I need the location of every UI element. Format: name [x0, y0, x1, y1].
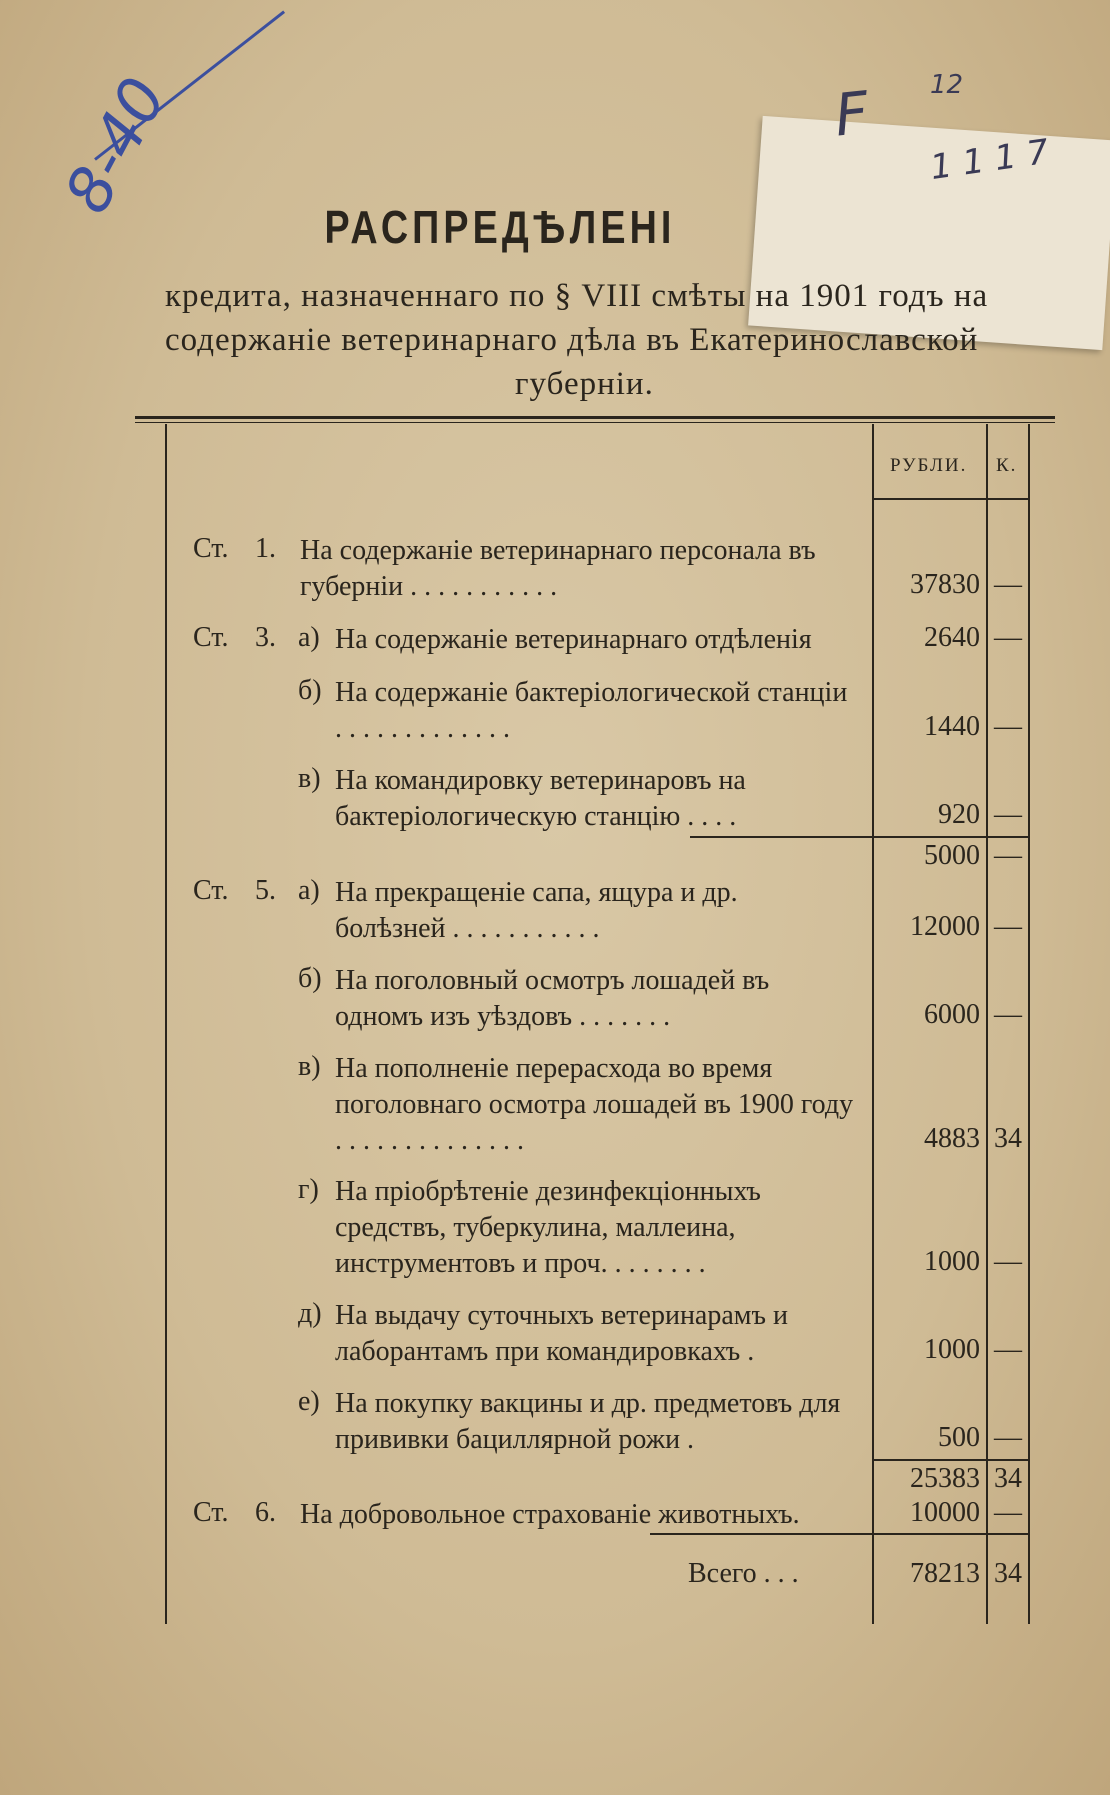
row-2-st: Ст.	[193, 622, 229, 653]
total-rub: 78213	[910, 1558, 980, 1589]
row-9-rub: 1000	[924, 1246, 980, 1277]
header-underline	[872, 498, 1028, 500]
row-7-kop: —	[994, 999, 1022, 1030]
row-10-rub: 1000	[924, 1334, 980, 1365]
table-left-border	[165, 424, 167, 1624]
subtitle-line-3: губерніи.	[515, 366, 654, 402]
row-3-kop: —	[994, 711, 1022, 742]
row-11-kop: —	[994, 1422, 1022, 1453]
row-4-rub: 920	[938, 799, 980, 830]
row-4-kop: —	[994, 799, 1022, 830]
row-1-number: 1.	[255, 533, 276, 564]
row-6-number: 5.	[255, 875, 276, 906]
row-1-text: На содержаніе ветеринарнаго персонала въ губерніи . . . . . . . . . . .	[300, 535, 816, 602]
total-kop: 34	[994, 1558, 1022, 1589]
row-13-rub: 10000	[910, 1497, 980, 1528]
total-rule	[650, 1533, 1028, 1535]
subtotal-2-rule	[872, 1459, 1028, 1461]
row-4-sub: в)	[298, 763, 321, 794]
row-10-sub: д)	[298, 1298, 322, 1329]
row-2-kop: —	[994, 622, 1022, 653]
header-rule-thick	[135, 416, 1055, 419]
row-2-rub: 2640	[924, 622, 980, 653]
row-2-number: 3.	[255, 622, 276, 653]
row-6-sub: а)	[298, 875, 320, 906]
total-label: Всего . . .	[688, 1558, 799, 1589]
row-6-kop: —	[994, 911, 1022, 942]
subtitle-line-1: кредита, назначеннаго по § VIII смѣты на 1901 годъ на	[165, 278, 989, 314]
handwritten-note-left: 8-40	[50, 65, 181, 225]
handwritten-note-right-small: 12	[930, 70, 964, 100]
subtotal-2-kop: 34	[994, 1463, 1022, 1494]
row-8-text: На пополненіе перерасхода во время поголовнаго осмотра лошадей въ 1900 году . . . . . . . . . . . . . .	[335, 1053, 854, 1156]
row-3-text: На содержаніе бактеріологической станціи . . . . . . . . . . . . .	[335, 677, 848, 744]
row-2-sub: а)	[298, 622, 320, 653]
column-header-kop: К.	[996, 455, 1018, 476]
row-7-sub: б)	[298, 963, 322, 994]
row-9-sub: г)	[298, 1174, 319, 1205]
row-11-rub: 500	[938, 1422, 980, 1453]
row-9-text: На пріобрѣтеніе дезинфекціонныхъ средствъ, туберкулина, маллеина, инструментовъ и проч. . . . . . . .	[335, 1176, 761, 1279]
subtotal-2-rub: 25383	[910, 1463, 980, 1494]
handwritten-note-right: F	[831, 78, 872, 150]
row-11-sub: е)	[298, 1386, 320, 1417]
subtotal-1-rule	[690, 836, 1028, 838]
row-10-text: На выдачу суточныхъ ветеринарамъ и лаборантамъ при командировкахъ .	[335, 1300, 788, 1367]
subtotal-1-rub: 5000	[924, 840, 980, 871]
row-1-rub: 37830	[910, 569, 980, 600]
row-13-number: 6.	[255, 1497, 276, 1528]
row-9-kop: —	[994, 1246, 1022, 1277]
row-8-rub: 4883	[924, 1123, 980, 1154]
row-13-kop: —	[994, 1497, 1022, 1528]
subtotal-1-kop: —	[994, 840, 1022, 871]
row-6-rub: 12000	[910, 911, 980, 942]
row-13-st: Ст.	[193, 1497, 229, 1528]
table-right-border	[1028, 424, 1030, 1624]
header-rule-thin	[135, 422, 1055, 423]
row-3-rub: 1440	[924, 711, 980, 742]
handwritten-note-right-bottom: 1 1 1 7	[927, 131, 1052, 189]
row-1-kop: —	[994, 569, 1022, 600]
row-2-text: На содержаніе ветеринарнаго отдѣленія	[335, 624, 812, 655]
row-6-text: На прекращеніе сапа, ящура и др. болѣзней . . . . . . . . . . .	[335, 877, 738, 944]
row-8-kop: 34	[994, 1123, 1022, 1154]
row-8-sub: в)	[298, 1051, 321, 1082]
subtitle-line-2: содержаніе ветеринарнаго дѣла въ Екатеринославской	[165, 322, 979, 358]
row-6-st: Ст.	[193, 875, 229, 906]
row-11-text: На покупку вакцины и др. предметовъ для прививки бациллярной рожи .	[335, 1388, 841, 1455]
row-4-text: На командировку ветеринаровъ на бактеріологическую станцію . . . .	[335, 765, 746, 832]
row-7-rub: 6000	[924, 999, 980, 1030]
column-header-rub: РУБЛИ.	[890, 455, 968, 476]
row-1-st: Ст.	[193, 533, 229, 564]
row-7-text: На поголовный осмотръ лошадей въ одномъ изъ уѣздовъ . . . . . . .	[335, 965, 770, 1032]
row-10-kop: —	[994, 1334, 1022, 1365]
document-title: РАСПРЕДѢЛЕНІ	[324, 201, 676, 253]
row-3-sub: б)	[298, 675, 322, 706]
row-13-text: На добровольное страхованіе животныхъ.	[300, 1499, 800, 1530]
